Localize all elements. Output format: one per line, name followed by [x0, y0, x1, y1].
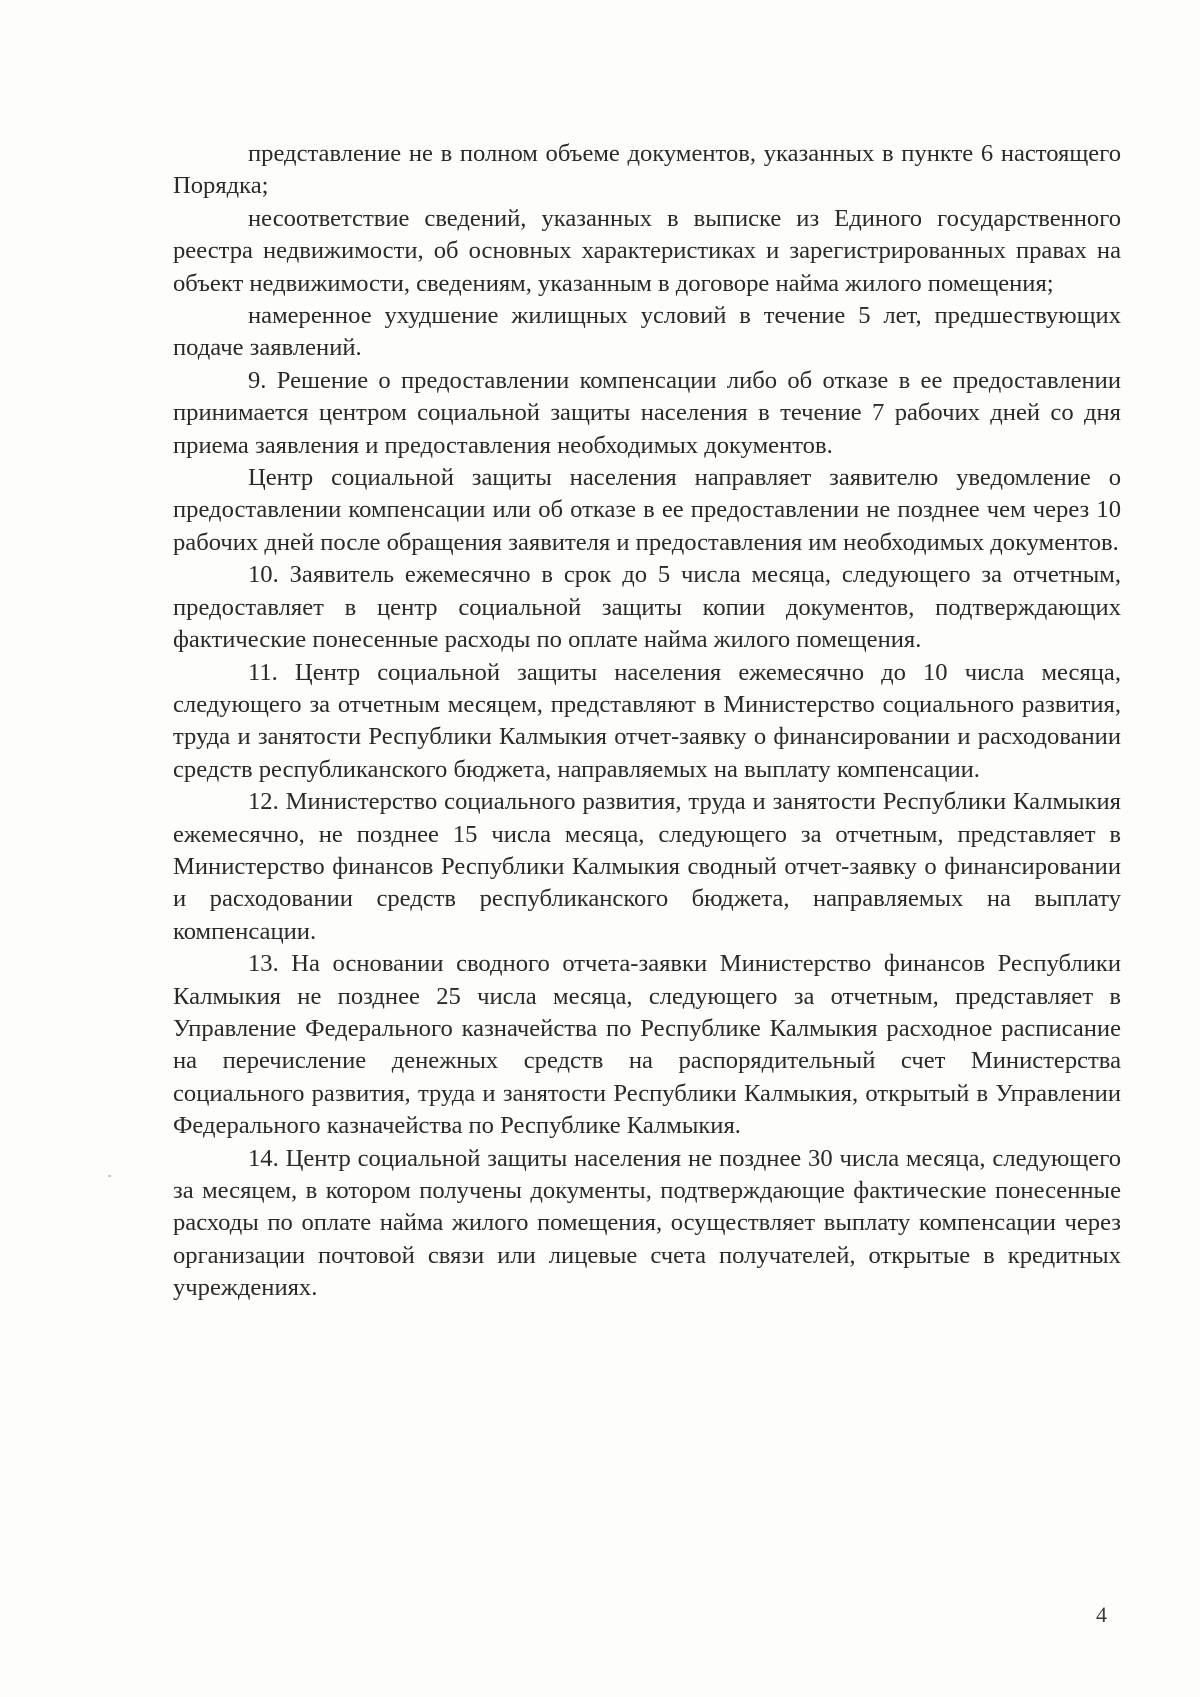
paragraph-notification: Центр социальной защиты населения направляет заявителю уведомление о предоставлении компенсации или об отказе в ее предоставлении не позднее чем через 10 рабочих дней после обращения заявителя и предоставления им необходимых документов.: [173, 464, 1121, 556]
paragraph-clause-11: 11. Центр социальной защиты населения ежемесячно до 10 числа месяца, следующего за отчетным месяцем, представляют в Министерство социального развития, труда и занятости Республики Калмыкия отчет-заявку о финансировании и расходовании средств республиканского бюджета, направляемых на выплату компенсации.: [173, 658, 1121, 783]
page-number: 4: [1096, 1602, 1107, 1627]
paragraph-clause-13: 13. На основании сводного отчета-заявки Министерство финансов Республики Калмыкия не позднее 25 числа месяца, следующего за отчетным, представляет в Управление Федерального казначейства по Республике Калмыкия расходное расписание на перечисление денежных средств на распорядительный счет Министерства социального развития, труда и занятости Республики Калмыкия, открытый в Управлении Федерального казначейства по Республике Калмыкия.: [173, 950, 1121, 1140]
paragraph-clause-9: 9. Решение о предоставлении компенсации либо об отказе в ее предоставлении принимается центром социальной защиты населения в течение 7 рабочих дней со дня приема заявления и предоставления необходимых документов.: [173, 366, 1121, 459]
paragraph-clause-12: 12. Министерство социального развития, труда и занятости Республики Калмыкия ежемесячно, не позднее 15 числа месяца, следующего за отчетным, представляет в Министерство финансов Республики Калмыкия сводный отчет-заявку о финансировании и расходовании средств республиканского бюджета, направляемых на выплату компенсации.: [173, 788, 1121, 945]
document-body: [173, 138, 1121, 1305]
scan-mark: [108, 1175, 111, 1177]
paragraph-clause-14: 14. Центр социальной защиты населения не позднее 30 числа месяца, следующего за месяцем, в котором получены документы, подтверждающие фактические понесенные расходы по оплате найма жилого помещения, осуществляет выплату компенсации через организации почтовой связи или лицевые счета получателей, открытые в кредитных учреждениях.: [173, 1144, 1121, 1302]
paragraph-data-mismatch: несоответствие сведений, указанных в выписке из Единого государственного реестра недвижимости, об основных характеристиках и зарегистрированных правах на объект недвижимости, сведениям, указанным в договоре найма жилого помещения;: [173, 204, 1121, 297]
paragraph-intentional-worsening: намеренное ухудшение жилищных условий в течение 5 лет, предшествующих подаче заявлений.: [173, 302, 1121, 362]
paragraph-clause-10: 10. Заявитель ежемесячно в срок до 5 числа месяца, следующего за отчетным, предоставляет в центр социальной защиты копии документов, подтверждающих фактические понесенные расходы по оплате найма жилого помещения.: [173, 561, 1121, 654]
paragraph-incomplete-documents: представление не в полном объеме документов, указанных в пункте 6 настоящего Порядка;: [173, 140, 1121, 200]
